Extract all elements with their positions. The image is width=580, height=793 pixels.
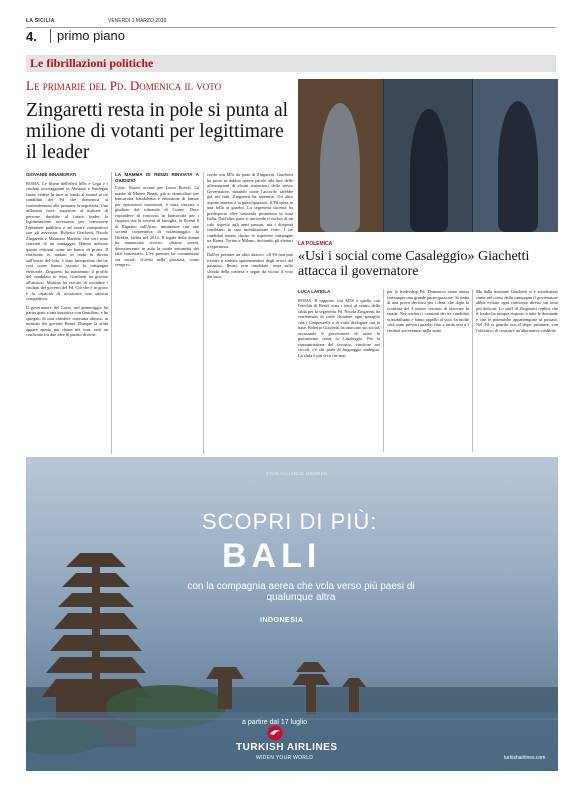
ad-destination: BALI — [222, 537, 322, 575]
ad-headline: SCOPRI DI PIÙ: — [202, 509, 378, 534]
airline-logo-icon — [266, 725, 284, 741]
ad-tagline: con la compagnia aerea che vola verso più paesi di qualunque altra — [187, 581, 415, 603]
polemica-column-3 — [476, 289, 558, 452]
column-divider — [383, 289, 384, 452]
newspaper-name: LA SICILIA — [26, 18, 55, 24]
topic-bar — [26, 55, 556, 72]
airline-url: turkishairlines.com — [504, 755, 546, 761]
section-header — [26, 28, 556, 46]
article-sidebar — [115, 172, 199, 454]
article-text: cordo con M5s da parte di Zingaretti. Giachetti ha posto in dubbio queste parole alla luce delle affermazioni di alcuni sostenitori dello stesso Governatore, notando come l'accordo sarebbe già nei fatti. Zingaretti ha smentito. Un altro aspetto emerso è la partecipazione: il Pd spera in una folla ai gazebo. La segreteria uscente ha predisposto oltre settemila postazioni in tutta Italia. Dall'altra parte si intravede il rischio di un calo rispetto agli anni passati, ma i dirigenti confidano in una mobilitazione forte. I tre candidati hanno chiuso le rispettive campagne tra Roma, Torino e Milano, invitando gli elettori a esprimersi. — [207, 172, 293, 249]
polemica-column-2 — [387, 289, 469, 452]
person-figure — [498, 101, 538, 232]
airline-slogan: WIDEN YOUR WORLD — [256, 755, 314, 761]
alliance-text: STAR ALLIANCE MEMBER — [266, 471, 328, 476]
polemica-text: Ma dalla mozione Giachetti si è sottolineato come nel corso della campagna il governatore abbia evitato ogni confronto diretto sui temi più delicati. Lo staff di Zingaretti replica che il leader ha sempre risposto a tutte le domande e che le polemiche appartengono al passato. Nel Pd si guarda ora al dopo primarie, con l'obiettivo di costruire un'alternativa credibile. — [476, 289, 558, 333]
article-column-3 — [207, 172, 293, 454]
column-divider — [472, 289, 473, 452]
candidates-photo — [298, 79, 558, 232]
article-kicker: Le primarie del Pd. Domenica il voto — [26, 78, 222, 93]
polemica-text: per la leadership Pd. Domenica viene attesa comunque una grande partecipazione. Si tratta di una prova decisiva per i dem, che dopo la sconfitta del 4 marzo cercano di ritrovare la strada. Nei territori i comitati dei tre candidati si mobilitano e fanno appello al voto. In molte città sono previsti gazebo fino a tarda sera e i risultati arriveranno nella notte. — [387, 289, 469, 333]
article-headline: Zingaretti resta in pole si punta al milione di votanti per legittimare il leader — [26, 100, 289, 163]
masthead — [26, 16, 556, 28]
polemica-byline: LUCA LAVIOLA — [298, 289, 331, 294]
airline-name: TURKISH AIRLINES — [236, 742, 338, 753]
article-text: Il governatore del Lazio, nel pomeriggio ha partecipato a una iniziativa con Gentiloni, e ha spiegato di non chiedere «nessuna abiura» ai ministri dei governi Renzi. Dunque la sfida appare aperta ma chiara nei toni: sarà un confronto tra due idee di partito diverse. — [26, 304, 108, 337]
page-number: 4. — [26, 29, 37, 44]
article-text: ROMA. Le filiere dell'eletti M5s e Lega e i risultati incoraggianti in Abruzzo e Sardegna fanno vedere la luce in fondo al tunnel ai tre candidati del Pd che domenica si contenderanno alle primarie la segreteria. Una affluenza forte, superiore al milione di persone, darebbe al futuro leader la legittimazione necessaria per convincere l'opinione pubblica e ad essere competitivo con gli avversari. Roberto Giachetti, Nicola Zingaretti e Maurizio Martina, che veri sono convinti di un sondaggio. Hanno indicato queste elezioni come un banco di prova. Il confronto tv, andato in onda in diretta sull'inizio del voto, è stato interpretato dai tre così come hanno vissuto la campagna elettorale. Zingaretti ha mantenuto il profilo del candidato in testa. Giachetti ha giocato all'attacco. Martina ha cercato di ricordare i risultati dei governi del Pd. Ciò che è in gioco è la capacità di ricostruire una sinistra competitiva. — [26, 180, 108, 301]
polemica-headline: «Usi i social come Casaleggio» Giachetti attacca il governatore — [298, 249, 530, 279]
article-byline: GIOVANNI INNAMORATI — [26, 172, 77, 177]
turkish-airlines-ad — [26, 457, 558, 771]
polemica-column-1 — [298, 289, 380, 452]
polemica-label: LA POLEMICA — [298, 241, 333, 247]
column-divider — [203, 172, 204, 454]
person-figure — [410, 109, 448, 232]
article-column-1 — [26, 172, 108, 454]
person-figure — [320, 103, 360, 232]
sidebar-text: Corsi: Nuove accuse per Laura Bovoli. La madre di Matteo Renzi, già ai domiciliari per bancarotta fraudolenta e emissione di fatture per operazioni inesistenti, è stata rinviata a giudizio dal tribunale di Cuneo. Deve rispondere di concorso in bancarotta per i rapporti che la società di famiglia, la Eventi 6 di Rignano sull'Arno, intrattenne con una società cooperativa di volantinaggio, la Direkta, fallita nel 2014. Il legale della donna ha annunciato ricorso: «Siamo sereni, dimostreremo in aula la totale estraneità dei fatti contestati». L'ex premier ha commentato sui social: «Credo nella giustizia, come sempre». — [115, 185, 199, 267]
article-text: Dall'ex premier un altro attacco: «Il Pd non può tornare a sinistra spaventandosi degli errori del passato». Renzi, non candidato, resta sullo sfondo della contesa e segue da vicino il voto dei suoi. — [207, 252, 293, 279]
section-name: primo piano — [50, 29, 125, 43]
topic-label: Le fibrillazioni politiche — [30, 56, 154, 70]
column-divider — [111, 172, 112, 454]
issue-date: VENERDÌ 1 MARZO 2019 — [108, 18, 167, 24]
sidebar-title: LA MAMMA DI RENZI RINVIATA A GIUDIZIO — [115, 172, 199, 183]
polemica-text: ROMA. Il rapporto con M5S e quello con l'eredità di Renzi sono i temi al centro della sfida per la segreteria Pd. Nicola Zingaretti ha confermato di voler chiudere ogni spiraglio con i Cinquestelle e di voler dialogare con la base. Roberto Giachetti ha attaccato sui social, accusando il governatore di usare le piattaforme come fa Casaleggio. Per la comunicazione del favorito, vincitore nei circoli, c'è chi parla di linguaggio ambiguo. La sfida è più viva che mai. — [298, 297, 380, 358]
ad-country: INDONESIA — [260, 617, 304, 624]
ad-start-date: a partire dal 17 luglio — [242, 719, 307, 726]
